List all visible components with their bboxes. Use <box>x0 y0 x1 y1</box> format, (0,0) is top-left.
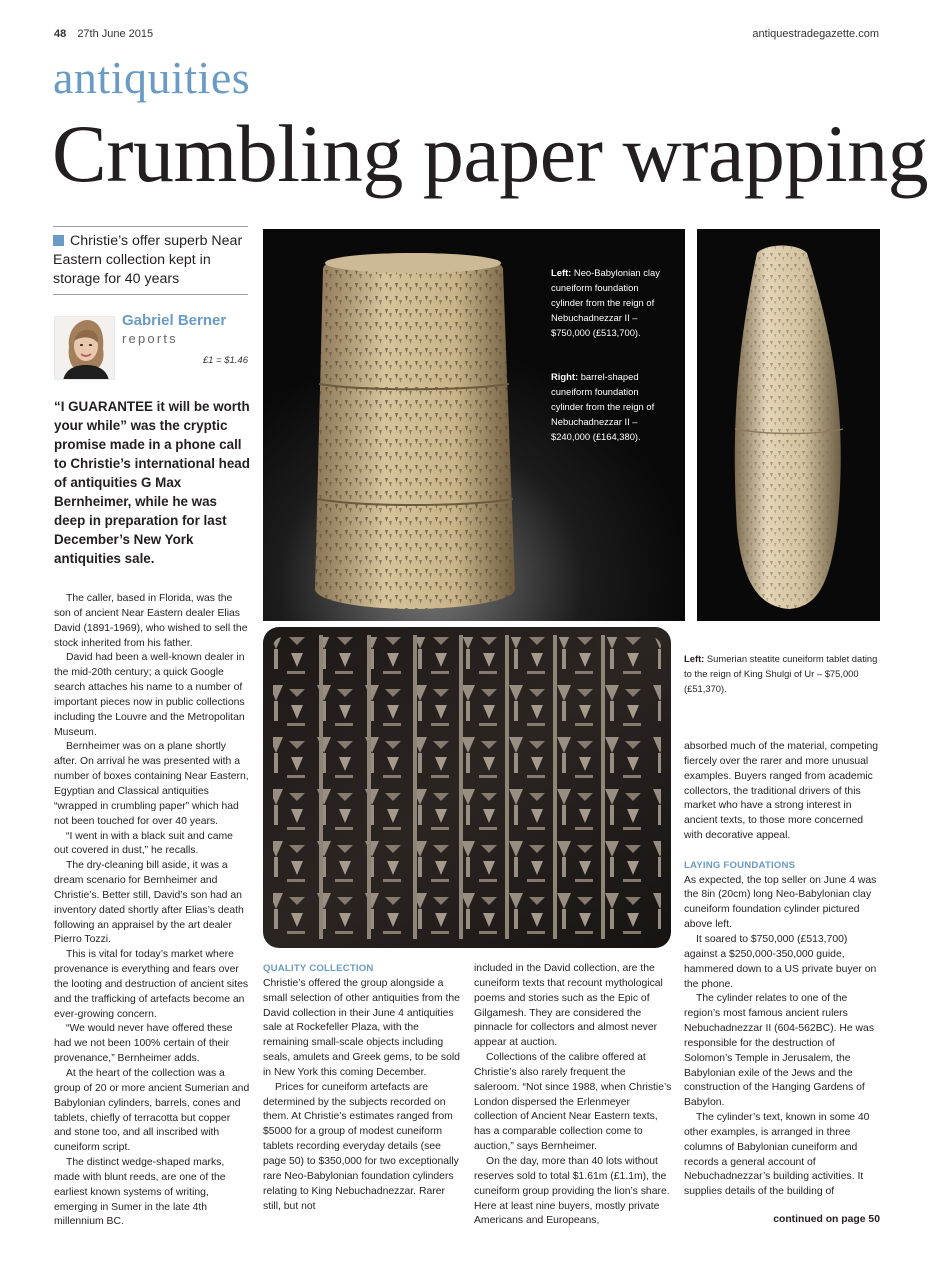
subheading-quality-collection: QUALITY COLLECTION <box>263 963 374 974</box>
standfirst <box>53 232 249 289</box>
website-url[interactable]: antiquestradegazette.com <box>752 28 879 40</box>
section-title: antiquities <box>53 52 251 103</box>
caption-text: barrel-shaped cuneiform foundation cylinder from the reign of Nebuchadnezzar II – $240,000 (£164,380). <box>551 371 655 442</box>
paragraph: The cylinder’s text, known in some 40 other examples, is arranged in three columns of Babylonian cuneiform and records a general account of Nebuchadnezzar’s building activities. It supplies details of the building of <box>684 1112 870 1198</box>
paragraph: At the heart of the collection was a group of 20 or more ancient Sumerian and Babylonian cylinders, barrels, cones and tablets, chiefly of terracotta but copper and stone too, and all inscribed with cuneiform script. <box>54 1068 250 1154</box>
caption-tablet <box>684 651 880 696</box>
paragraph: “I went in with a black suit and came out covered in dust,” he recalls. <box>54 830 233 857</box>
article-column-4 <box>684 740 881 1200</box>
standfirst-text: Christie’s offer superb Near Eastern collection kept in storage for 40 years <box>53 233 243 287</box>
paragraph: Collections of the calibre offered at Christie’s also rarely frequent the saleroom. “Not since 1988, when Christie’s London dispersed the Erlenmeyer collection of Ancient Near Eastern texts, has a comparable collection come to auction,” says Bernheimer. <box>474 1052 672 1153</box>
caption-right-cylinder <box>551 369 661 444</box>
paragraph: included in the David collection, are the cuneiform texts that recount mythological poems and stories such as the Epic of Gilgamesh. They are considered the pinnacle for collectors and almost never appear at auction. <box>474 963 663 1049</box>
page-number: 48 <box>54 28 67 40</box>
caption-text: Sumerian steatite cuneiform tablet dating to the reign of King Shulgi of Ur – $75,000 (£51,370). <box>684 653 878 694</box>
paragraph: The dry-cleaning bill aside, it was a dream scenario for Bernheimer and Christie’s. Better still, David’s son had an inventory dated shortly after Elias’s death following an appraisel by the art dealer Pierro Tozzi. <box>54 860 244 946</box>
continued-link[interactable]: continued on page 50 <box>773 1214 880 1225</box>
article-column-1 <box>54 592 250 1230</box>
caption-label: Right: <box>551 371 579 382</box>
paragraph: absorbed much of the material, competing fiercely over the rarer and more unusual examples. Buyers ranged from academic collectors, the traditional drivers of this market who have a strong interest in ancient texts, to those more concerned with decorative appeal. <box>684 741 879 842</box>
author-role: reports <box>122 331 178 346</box>
article-column-2 <box>263 962 463 1214</box>
paragraph: As expected, the top seller on June 4 was the 8in (20cm) long Neo-Babylonian clay cuneiform foundation cylinder pictured above left. <box>684 874 877 931</box>
issue-date: 27th June 2015 <box>77 28 154 40</box>
intro-paragraph: “I GUARANTEE it will be worth your while” was the cryptic promise made in a phone call to Christie’s international head of antiquities G Max Bernheimer, while he was deep in preparation for last December’s New York antiquities sale. <box>54 399 250 566</box>
standfirst-bottom-rule <box>53 294 248 295</box>
caption-label: Left: <box>551 267 572 278</box>
paragraph: Bernheimer was on a plane shortly after. On arrival he was presented with a number of boxes containing Near Eastern, Egyptian and Classical antiquities “wrapped in crumbling paper” which had not been touched for over 40 years. <box>54 741 249 827</box>
exchange-rate: £1 = $1.46 <box>202 355 248 366</box>
paragraph: This is vital for today’s market where provenance is everything and fears over the looting and destruction of ancient sites and the trafficking of artefacts become an ever-growing concern. <box>54 949 249 1020</box>
caption-left-cylinder <box>551 265 661 340</box>
paragraph: The caller, based in Florida, was the son of ancient Near Eastern dealer Elias David (1891-1969), who wished to sell the stock inherited from his father. <box>54 593 248 649</box>
standfirst-top-rule <box>53 226 248 227</box>
paragraph: Prices for cuneiform artefacts are determined by the subjects recorded on them. At Christie’s estimates ranged from $5000 for a group of modest cuneiform tablets recording everyday details (see page 50) to $350,000 for two exceptionally rare Neo-Babylonian foundation cylinders relating to King Nebuchadnezzar. Rarer still, but not <box>263 1081 459 1212</box>
author-photo <box>54 316 115 380</box>
headline: Crumbling paper wrapping <box>52 108 929 199</box>
paragraph: It soared to $750,000 (£513,700) against a $250,000-350,000 guide, hammered down to a US private buyer on the phone. <box>684 933 877 990</box>
article-column-3 <box>474 962 674 1229</box>
paragraph: The distinct wedge-shaped marks, made with blunt reeds, are one of the earliest known systems of writing, emerging in Sumer in the late 4th millennium BC. <box>54 1157 226 1228</box>
paragraph: David had been a well-known dealer in the mid-20th century; a quick Google search attaches his name to a number of important pieces now in public collections including the Louvre and the Metropolitan Museum. <box>54 652 245 738</box>
paragraph: On the day, more than 40 lots without reserves sold to total $1.61m (£1.1m), the cuneiform group providing the lion’s share. Here at least nine buyers, mostly private Americans and Europeans, <box>474 1155 670 1227</box>
caption-text: Neo-Babylonian clay cuneiform foundation cylinder from the reign of Nebuchadnezzar II – $750,000 (£513,700). <box>551 267 660 338</box>
page-header-left <box>54 28 153 40</box>
subheading-laying-foundations: LAYING FOUNDATIONS <box>684 859 796 871</box>
photo-sumerian-tablet <box>263 627 671 948</box>
paragraph: “We would never have offered these had we not been 100% certain of their provenance,” Bernheimer adds. <box>54 1023 233 1065</box>
author-name: Gabriel Berner <box>122 312 227 329</box>
paragraph: The cylinder relates to one of the region’s most famous ancient rulers Nebuchadnezzar II (604-562BC). He was responsible for the destruction of Solomon’s Temple in Jerusalem, the Babylonian exile of the Jews and the construction of the Hanging Gardens of Babylon. <box>684 993 875 1109</box>
spacer <box>684 844 881 859</box>
paragraph: Christie’s offered the group alongside a small selection of other antiquities from the David collection in their June 4 antiquities sale at Rockefeller Plaza, with the remaining small-scale objects including seals, amulets and Greek gems, to be sold in New York this coming December. <box>263 977 460 1078</box>
photo-barrel-cylinder <box>697 229 880 621</box>
square-bullet-icon <box>53 235 64 246</box>
caption-label: Left: <box>684 653 705 664</box>
